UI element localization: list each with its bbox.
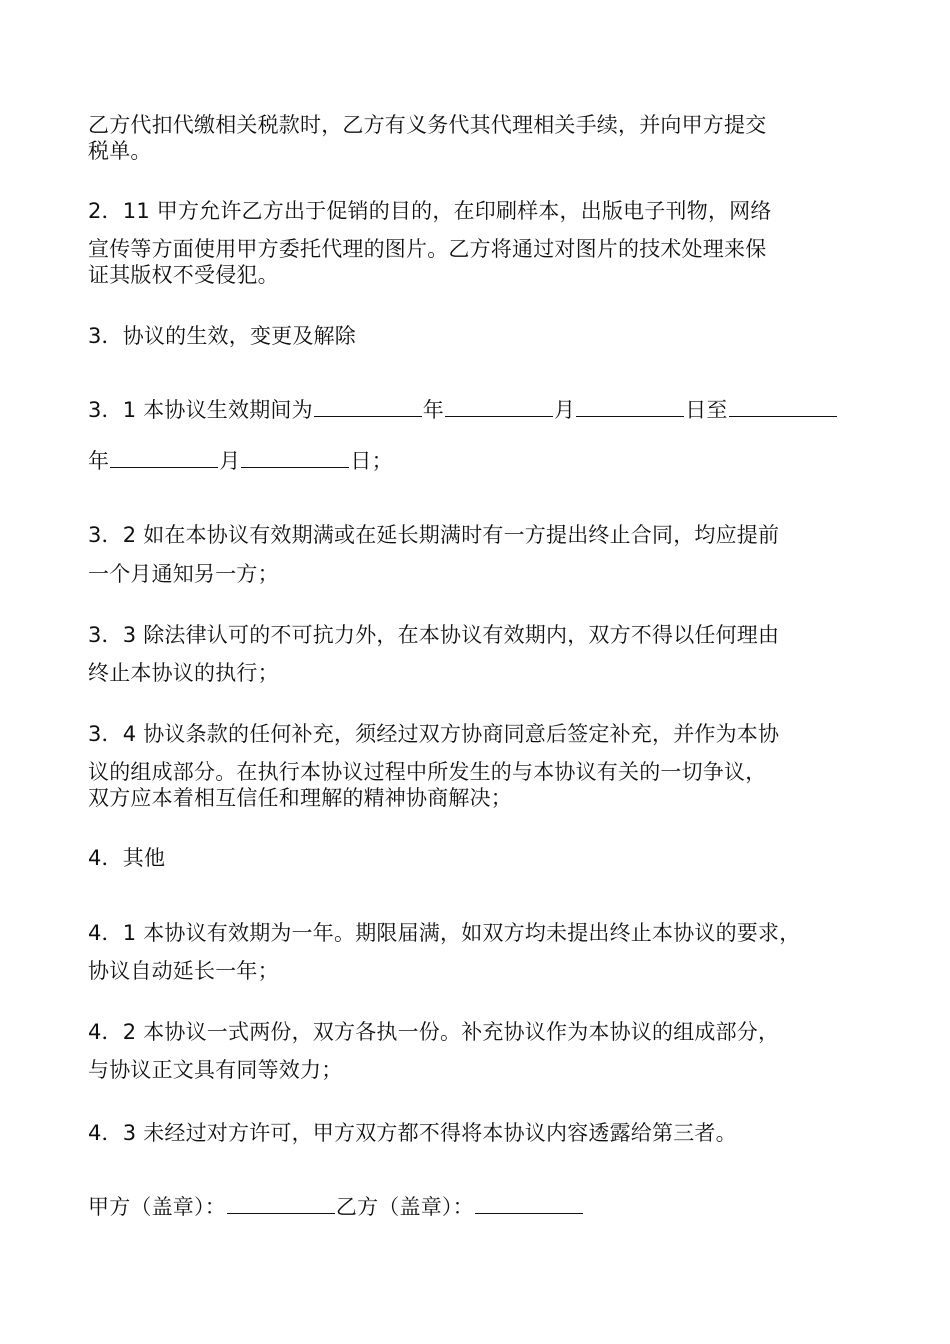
party-b-seal-label: 乙方（盖章）： [335,1195,474,1219]
paragraph-line: 一个月通知另一方； [88,562,279,586]
paragraph-line: 证其版权不受侵犯。 [88,263,279,287]
day-end-label: 日； [350,449,393,473]
clause-3-1-line [88,397,838,423]
paragraph-line: 议的组成部分。在执行本协议过程中所发生的与本协议有关的一切争议， [88,760,767,784]
clause-3-4-line: 3．4 协议条款的任何补充，须经过双方协商同意后签定补充，并作为本协 [88,722,780,746]
clause-4-3-line: 4．3 未经过对方许可，甲方双方都不得将本协议内容透露给第三者。 [88,1121,737,1145]
end-year-blank [729,398,837,417]
paragraph-line: 乙方代扣代缴相关税款时，乙方有义务代其代理相关手续，并向甲方提交 [88,113,767,137]
year-label: 年 [88,449,110,473]
start-year-blank [314,398,422,417]
party-a-seal-label: 甲方（盖章）： [88,1195,226,1219]
clause-3-1-line-2 [88,448,393,474]
month-label: 月 [554,398,576,422]
clause-3-3-line: 3．3 除法律认可的不可抗力外，在本协议有效期内，双方不得以任何理由 [88,623,780,647]
paragraph-line: 终止本协议的执行； [88,661,279,685]
end-day-blank [241,449,349,468]
clause-4-1-line: 4．1 本协议有效期为一年。期限届满，如双方均未提出终止本协议的要求， [88,921,801,945]
paragraph-line: 协议自动延长一年； [88,959,279,983]
year-label: 年 [422,398,444,422]
party-a-seal-blank [227,1195,335,1214]
section-4-heading: 4．其他 [88,846,166,870]
paragraph-line: 宣传等方面使用甲方委托代理的图片。乙方将通过对图片的技术处理来保 [88,237,767,261]
party-b-seal-blank [475,1195,583,1214]
clause-3-2-line: 3．2 如在本协议有效期满或在延长期满时有一方提出终止合同，均应提前 [88,523,780,547]
month-label: 月 [219,449,241,473]
paragraph-line: 税单。 [88,139,152,163]
clause-4-2-line: 4．2 本协议一式两份，双方各执一份。补充协议作为本协议的组成部分， [88,1020,780,1044]
clause-2-11-line: 2．11 甲方允许乙方出于促销的目的，在印刷样本，出版电子刊物，网络 [88,199,772,223]
paragraph-line: 双方应本着相互信任和理解的精神协商解决； [88,786,512,810]
signature-line [88,1194,584,1220]
clause-3-1-prefix: 3．1 本协议生效期间为 [88,398,313,422]
day-to-label: 日至 [685,398,728,422]
start-month-blank [445,398,553,417]
section-3-heading: 3．协议的生效，变更及解除 [88,324,356,348]
start-day-blank [576,398,684,417]
paragraph-line: 与协议正文具有同等效力； [88,1058,343,1082]
end-month-blank [110,449,218,468]
